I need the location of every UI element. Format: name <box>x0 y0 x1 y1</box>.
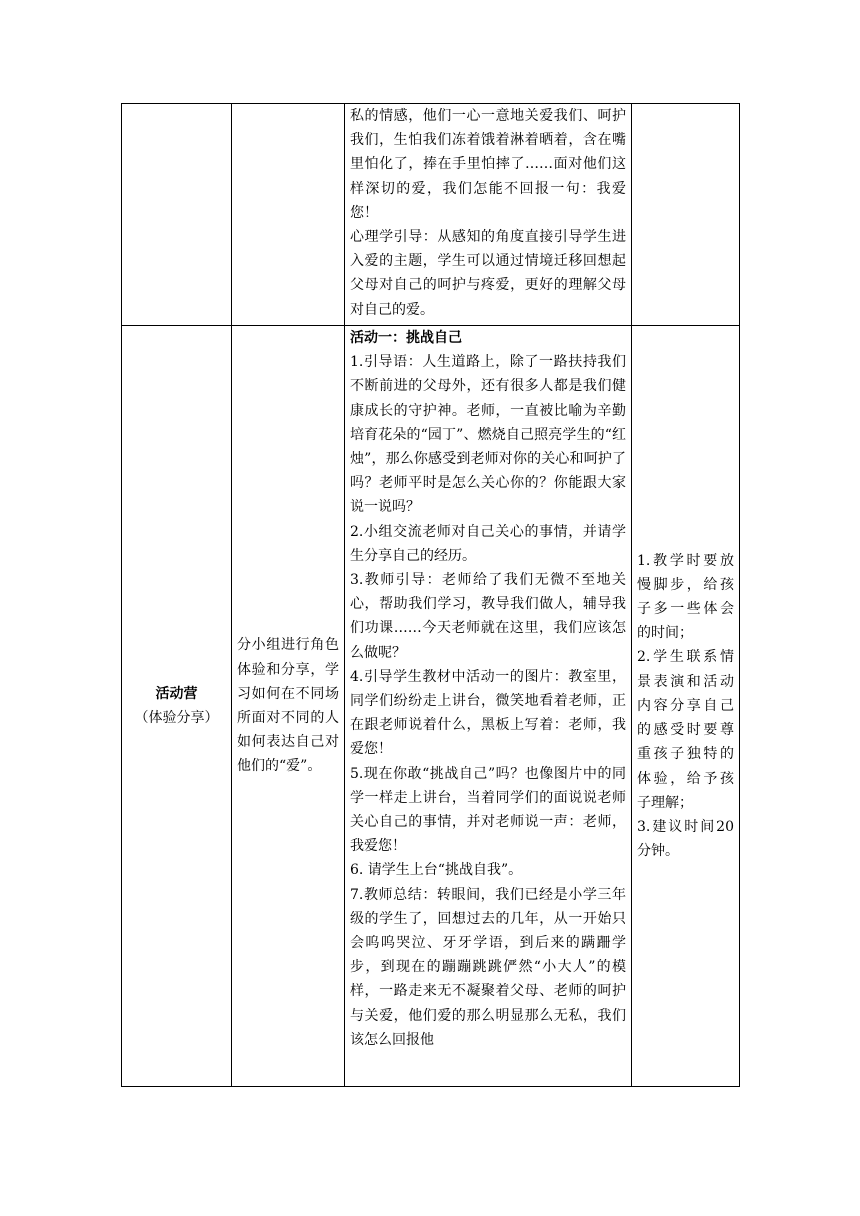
teaching-note: 2.学生联系情景表演和活动内容分享自己的感受时要尊重孩子独特的体验，给予孩子理解； <box>637 649 734 811</box>
continuation-row <box>122 104 740 326</box>
continuation-goal-cell <box>232 104 345 326</box>
section-subtitle: （体验分享） <box>134 710 219 726</box>
activity-step: 7.教师总结：转眼间，我们已经是小学三年级的学生了，回想过去的几年，从一开始只会呜呜哭泣、牙牙学语，到后来的蹒跚学步，到现在的蹦蹦跳跳俨然“小大人”的模样，一路走来无不凝聚着父母、老师的呵护与关爱，他们爱的那么明显那么无私，我们该怎么回报他 <box>350 886 626 1048</box>
continuation-section-cell <box>122 104 232 326</box>
activity-step: 2.小组交流老师对自己关心的事情，并请学生分享自己的经历。 <box>350 523 626 564</box>
activity-process-cell <box>345 326 632 1087</box>
activity-row <box>122 326 740 1087</box>
continuation-paragraph: 私的情感，他们一心一意地关爱我们、呵护我们，生怕我们冻着饿着淋着晒着，含在嘴里怕化了，捧在手里怕摔了……面对他们这样深切的爱，我们怎能不回报一句：我爱您！ <box>350 108 626 221</box>
lesson-plan-table <box>121 103 740 1087</box>
activity-step: 5.现在你敢“挑战自己”吗？也像图片中的同学一样走上讲台，当着同学们的面说说老师关心自己的事情，并对老师说一声：老师，我爱您！ <box>350 765 626 855</box>
teaching-notes-cell <box>632 326 740 1087</box>
psychology-guidance-paragraph: 心理学引导：从感知的角度直接引导学生进入爱的主题，学生可以通过情境迁移回想起父母对自己的呵护与疼爱，更好的理解父母对自己的爱。 <box>350 229 626 318</box>
section-title: 活动营 <box>155 685 198 702</box>
activity-title: 活动一：挑战自己 <box>350 330 462 346</box>
activity-goal-text: 分小组进行角色体验和分享，学习如何在不同场所面对不同的人如何表达自己对他们的“爱”。 <box>237 637 339 775</box>
continuation-process-cell <box>345 104 632 326</box>
activity-step: 4.引导学生教材中活动一的图片：教室里，同学们纷纷走上讲台，微笑地看着老师，正在跟老师说着什么，黑板上写着：老师，我爱您！ <box>350 668 626 758</box>
continuation-notes-cell <box>632 104 740 326</box>
activity-step: 3.教师引导：老师给了我们无微不至地关心，帮助我们学习，教导我们做人，辅导我们功课……今天老师就在这里，我们应该怎么做呢？ <box>350 572 626 661</box>
activity-goal-cell <box>232 326 345 1087</box>
activity-step: 1.引导语：人生道路上，除了一路扶持我们不断前进的父母外，还有很多人都是我们健康成长的守护神。老师，一直被比喻为辛勤培育花朵的“园丁”、燃烧自己照亮学生的“红烛”，那么你感受到老师对你的关心和呵护了吗？老师平时是怎么关心你的？你能跟大家说一说吗？ <box>350 354 626 516</box>
teaching-note: 3.建议时间20分钟。 <box>637 818 734 860</box>
teaching-note: 1.教学时要放慢脚步，给孩子多一些体会的时间； <box>637 552 734 642</box>
activity-step: 6. 请学生上台“挑战自我”。 <box>350 862 523 879</box>
section-name-cell <box>122 326 232 1087</box>
